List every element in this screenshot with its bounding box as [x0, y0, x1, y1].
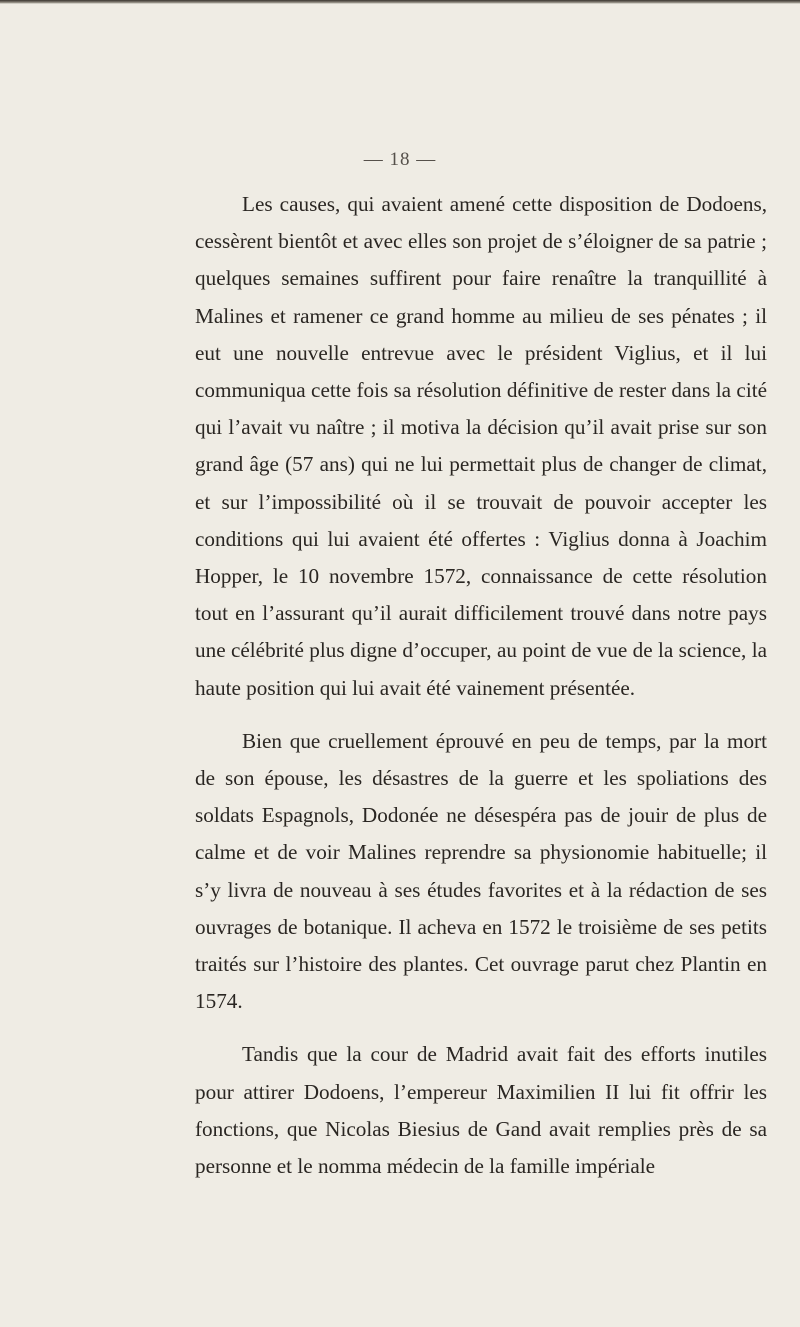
page-top-border [0, 0, 800, 4]
page-number: — 18 — [363, 149, 437, 170]
body-text [195, 186, 767, 1185]
paragraph-3: Tandis que la cour de Madrid avait fait des efforts inutiles pour attirer Dodoens, l’empereur Maximilien II lui fit offrir les fonctions, que Nicolas Biesius de Gand avait remplies près de sa personne et le nomma médecin de la famille impériale [195, 1042, 767, 1179]
paragraph-2: Bien que cruellement éprouvé en peu de temps, par la mort de son épouse, les désastres de la guerre et les spoliations des soldats Espagnols, Dodonée ne désespéra pas de jouir de plus de calme et de voir Malines reprendre sa physionomie habituelle; il s’y livra de nouveau à ses études favorites et à la rédaction de ses ouvrages de botanique. Il acheva en 1572 le troisième de ses petits traités sur l’histoire des plantes. Cet ouvrage parut chez Plantin en 1574. [195, 728, 767, 1014]
paragraph-1: Les causes, qui avaient amené cette disposition de Dodoens, cessèrent bientôt et avec elles son projet de s’éloigner de sa patrie ; quelques semaines suffirent pour faire renaître la tranquillité à Malines et ramener ce grand homme au milieu de ses pénates ; il eut une nouvelle entrevue avec le président Viglius, et il lui communiqua cette fois sa résolution définitive de rester dans la cité qui l’avait vu naître ; il motiva la décision qu’il avait prise sur son grand âge (57 ans) qui ne lui permettait plus de changer de climat, et sur l’impossibilité où il se trouvait de pouvoir accepter les conditions qui lui avaient été offertes : Viglius donna à Joachim Hopper, le 10 novembre 1572, connaissance de cette résolution tout en l’assurant qu’il aurait difficilement trouvé dans notre pays une célébrité plus digne d’occuper, au point de vue de la science, la haute position qui lui avait été vainement présentée. [195, 192, 767, 700]
